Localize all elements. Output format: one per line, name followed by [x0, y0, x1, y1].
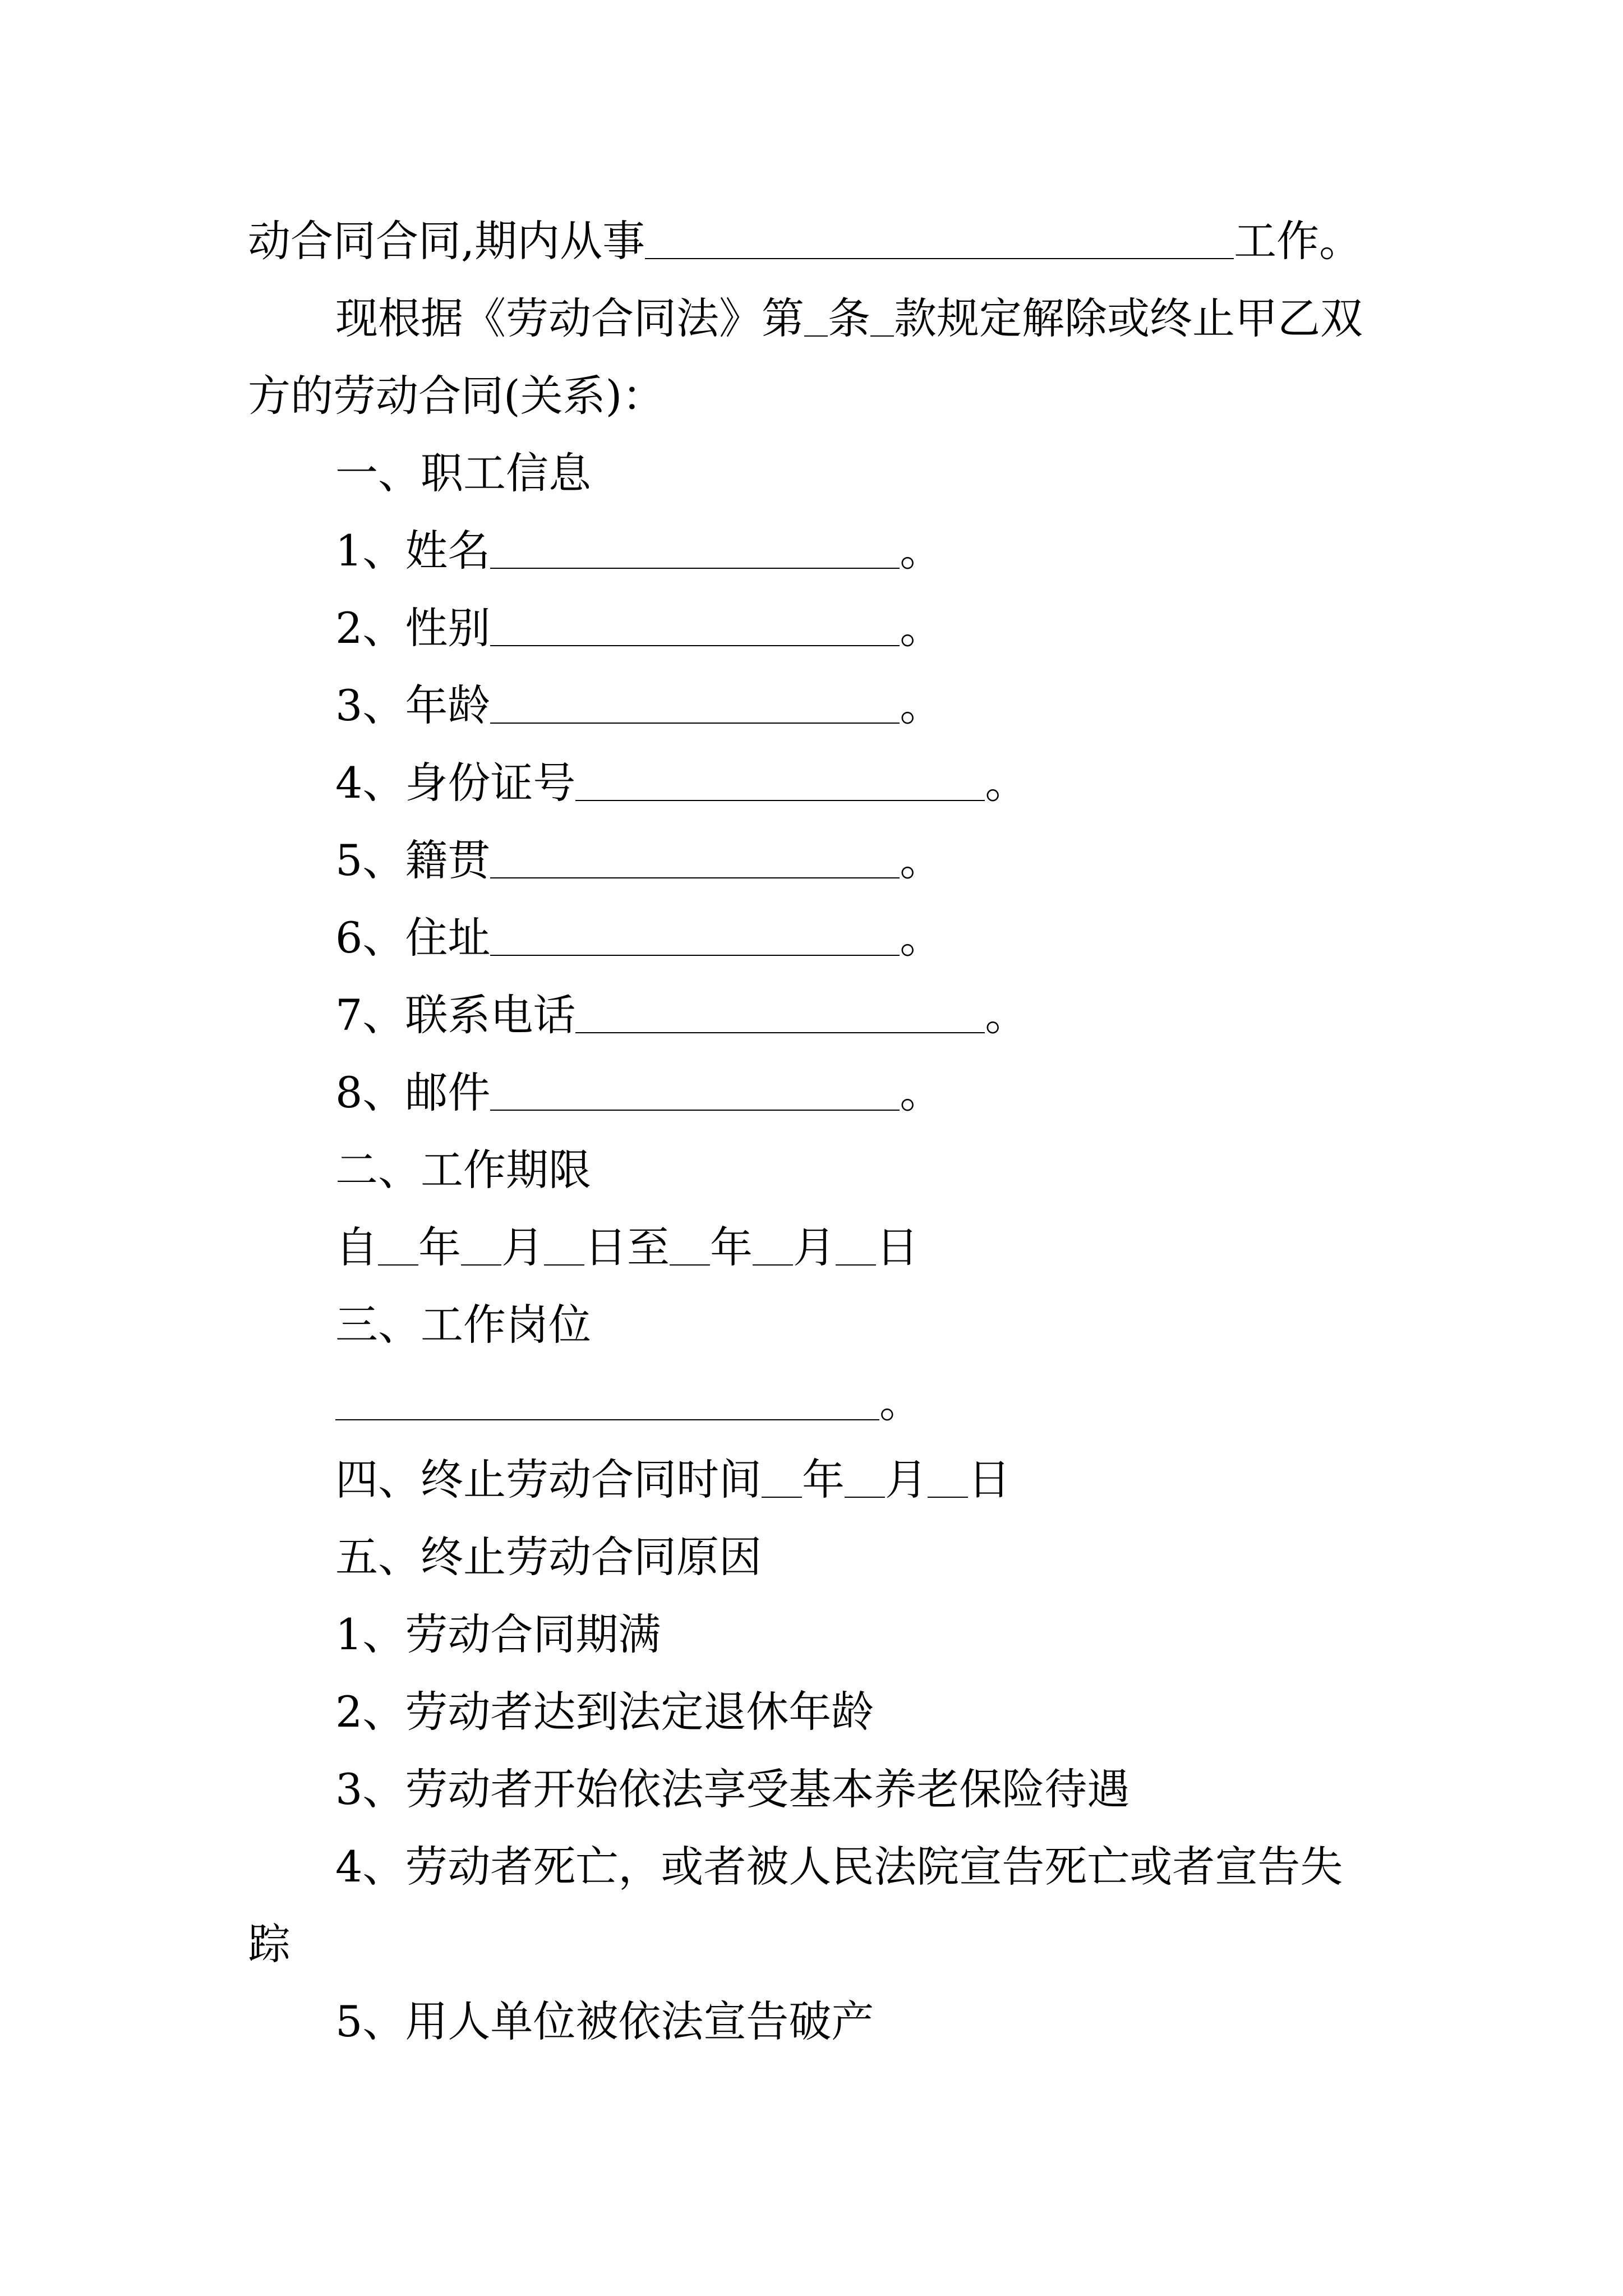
paragraph-continuation — [248, 214, 1362, 268]
blank-end-day — [836, 1225, 876, 1266]
legal-basis-continuation — [248, 369, 665, 423]
text: 5、用人单位被依法宣告破产 — [335, 1996, 874, 2046]
text: 年 — [418, 1222, 461, 1272]
text: 一、职工信息 — [335, 448, 591, 498]
text: 现根据《劳动合同法》第 — [335, 293, 804, 343]
field-email — [335, 1066, 942, 1120]
text: 年 — [802, 1455, 845, 1504]
blank-id-number — [575, 761, 985, 801]
blank-native-place — [490, 838, 900, 878]
text: 。 — [900, 835, 943, 885]
field-phone — [335, 988, 1027, 1042]
text: 方的劳动合同(关系)： — [248, 371, 665, 421]
blank-position — [335, 1380, 879, 1420]
section-heading-termination-date — [335, 1453, 1011, 1507]
reason-item-5 — [335, 1995, 874, 2049]
section-heading-work-period — [335, 1143, 591, 1197]
blank-end-year — [670, 1225, 710, 1266]
blank-end-month — [753, 1225, 793, 1266]
text: 日 — [968, 1455, 1011, 1504]
text: 。 — [900, 526, 943, 576]
field-native-place — [335, 834, 942, 887]
blank-term-year — [762, 1457, 802, 1498]
text: 。 — [985, 990, 1028, 1040]
text: 月 — [793, 1222, 836, 1272]
text: 。 — [985, 758, 1028, 808]
blank-start-year — [378, 1225, 418, 1266]
blank-age — [490, 683, 900, 724]
text: 三、工作岗位 — [335, 1300, 591, 1350]
field-label: 4、身份证号 — [335, 758, 576, 808]
field-label: 7、联系电话 — [335, 990, 576, 1040]
text: 。 — [900, 1068, 943, 1117]
reason-item-2 — [335, 1685, 874, 1739]
work-period-dates — [335, 1221, 919, 1274]
text: 五、终止劳动合同原因 — [335, 1532, 762, 1582]
text: 踪 — [248, 1919, 291, 1969]
section-heading-employee-info — [335, 447, 591, 500]
blank-start-month — [461, 1225, 501, 1266]
blank-phone — [575, 993, 985, 1033]
text: 日 — [876, 1222, 919, 1272]
field-age — [335, 679, 942, 733]
reason-item-4 — [335, 1840, 1343, 1894]
field-label: 1、姓名 — [335, 526, 491, 576]
blank-clause — [870, 296, 894, 337]
blank-term-day — [928, 1457, 968, 1498]
field-gender — [335, 601, 942, 655]
text: 2、劳动者达到法定退休年龄 — [335, 1687, 874, 1737]
text: 。 — [900, 680, 943, 730]
text: 。 — [900, 913, 943, 963]
blank-article — [804, 296, 828, 337]
text: 二、工作期限 — [335, 1145, 591, 1195]
text: 4、劳动者死亡，或者被人民法院宣告死亡或者宣告失 — [335, 1842, 1343, 1892]
field-label: 6、住址 — [335, 913, 491, 963]
field-label: 8、邮件 — [335, 1068, 491, 1117]
section-heading-termination-reason — [335, 1530, 762, 1584]
section-heading-position — [335, 1298, 591, 1352]
field-label: 3、年龄 — [335, 680, 491, 730]
text: 工作。 — [1234, 216, 1362, 266]
blank-work-content — [645, 219, 1234, 259]
text: 四、终止劳动合同时间 — [335, 1455, 762, 1504]
text: 条 — [828, 293, 870, 343]
reason-item-4-continuation — [248, 1917, 291, 1971]
text: 日至 — [584, 1222, 670, 1272]
field-address — [335, 911, 942, 965]
text: 款规定解除或终止甲乙双 — [894, 293, 1363, 343]
text: 动合同合同,期内从事 — [248, 216, 645, 266]
text: 。 — [900, 603, 943, 653]
field-name — [335, 524, 942, 578]
blank-start-day — [544, 1225, 584, 1266]
legal-basis-line — [335, 292, 1363, 346]
text: 月 — [501, 1222, 544, 1272]
blank-address — [490, 915, 900, 956]
text: 月 — [885, 1455, 928, 1504]
field-id-number — [335, 756, 1027, 810]
reason-item-1 — [335, 1608, 661, 1662]
text: 。 — [879, 1377, 922, 1427]
text: 1、劳动合同期满 — [335, 1609, 661, 1659]
blank-gender — [490, 606, 900, 646]
text: 自 — [335, 1222, 378, 1272]
text: 年 — [710, 1222, 753, 1272]
text: 3、劳动者开始依法享受基本养老保险待遇 — [335, 1764, 1130, 1814]
position-blank-line — [335, 1375, 922, 1429]
field-label: 5、籍贯 — [335, 835, 491, 885]
reason-item-3 — [335, 1763, 1129, 1816]
blank-name — [490, 528, 900, 569]
field-label: 2、性别 — [335, 603, 491, 653]
blank-email — [490, 1070, 900, 1111]
blank-term-month — [845, 1457, 885, 1498]
